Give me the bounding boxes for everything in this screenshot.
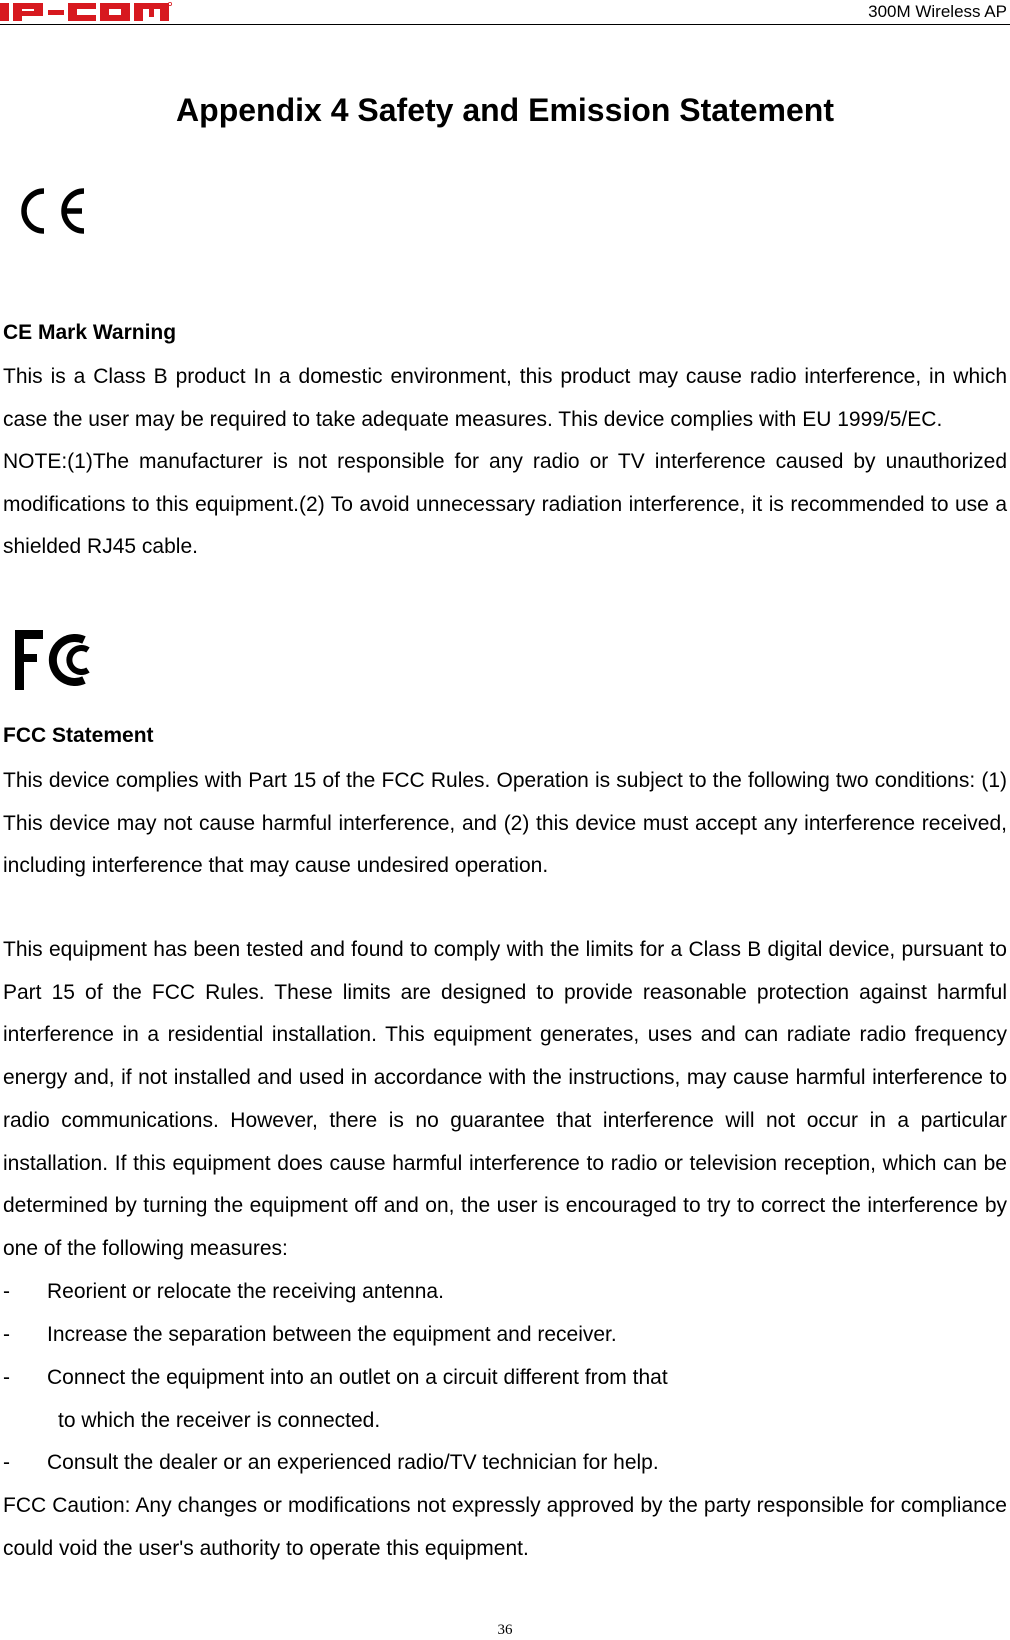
page-header bbox=[0, 0, 1010, 26]
list-item bbox=[3, 1314, 617, 1357]
header-title: 300M Wireless AP bbox=[868, 2, 1007, 21]
ce-note-paragraph: NOTE:(1)The manufacturer is not responsible for any radio or TV interference caused by unauthorized modifications to this equipment.(2) To avoid unnecessary radiation interference, it is recommended to use a shielded RJ45 cable. bbox=[3, 450, 1007, 559]
fcc-conditions-paragraph: This device complies with Part 15 of the FCC Rules. Operation is subject to the following two conditions: (1) This device may not cause harmful interference, and (2) this device must accept any interference received, including interference that may cause undesired operation. bbox=[3, 769, 1007, 878]
bullet-marker: - bbox=[3, 1451, 10, 1474]
fcc-statement-heading: FCC Statement bbox=[3, 724, 154, 747]
ce-warning-paragraph: This is a Class B product In a domestic environment, this product may cause radio interference, in which case the user may be required to take adequate measures. This device complies with EU 1999/5/EC. bbox=[3, 365, 1007, 431]
list-item-text: Consult the dealer or an experienced radio/TV technician for help. bbox=[47, 1451, 659, 1474]
page-number: 36 bbox=[497, 1622, 513, 1638]
header-divider bbox=[0, 24, 1010, 25]
list-item bbox=[3, 1357, 668, 1400]
list-item-text: Reorient or relocate the receiving antenna. bbox=[47, 1280, 444, 1303]
ce-mark-icon bbox=[14, 186, 88, 236]
ce-mark-warning-heading: CE Mark Warning bbox=[3, 321, 177, 344]
list-item bbox=[3, 1271, 444, 1314]
fcc-equipment-paragraph: This equipment has been tested and found to comply with the limits for a Class B digital device, pursuant to Part 15 of the FCC Rules. These limits are designed to provide reasonable protection against harmful interference in a residential installation. This equipment generates, uses and can radiate radio frequency energy and, if not installed and used in accordance with the instructions, may cause harmful interference to radio communications. However, there is no guarantee that interference will not occur in a particular installation. If this equipment does cause harmful interference to radio or television reception, which can be determined by turning the equipment off and on, the user is encouraged to try to correct the interference by one of the following measures: bbox=[3, 938, 1007, 1260]
bullet-marker: - bbox=[3, 1323, 10, 1346]
bullet-marker: - bbox=[3, 1280, 10, 1303]
fcc-logo-icon bbox=[14, 628, 104, 692]
bullet-marker: - bbox=[3, 1366, 10, 1389]
list-item bbox=[3, 1442, 659, 1485]
fcc-caution-paragraph: FCC Caution: Any changes or modifications not expressly approved by the party responsible for compliance could void the user's authority to operate this equipment. bbox=[3, 1494, 1007, 1560]
page-title: Appendix 4 Safety and Emission Statement bbox=[176, 92, 834, 128]
list-item-text: Increase the separation between the equipment and receiver. bbox=[47, 1323, 617, 1346]
list-item-text: Connect the equipment into an outlet on a circuit different from that bbox=[47, 1366, 668, 1389]
ip-com-logo bbox=[0, 1, 172, 23]
list-item-continuation: to which the receiver is connected. bbox=[58, 1409, 381, 1432]
